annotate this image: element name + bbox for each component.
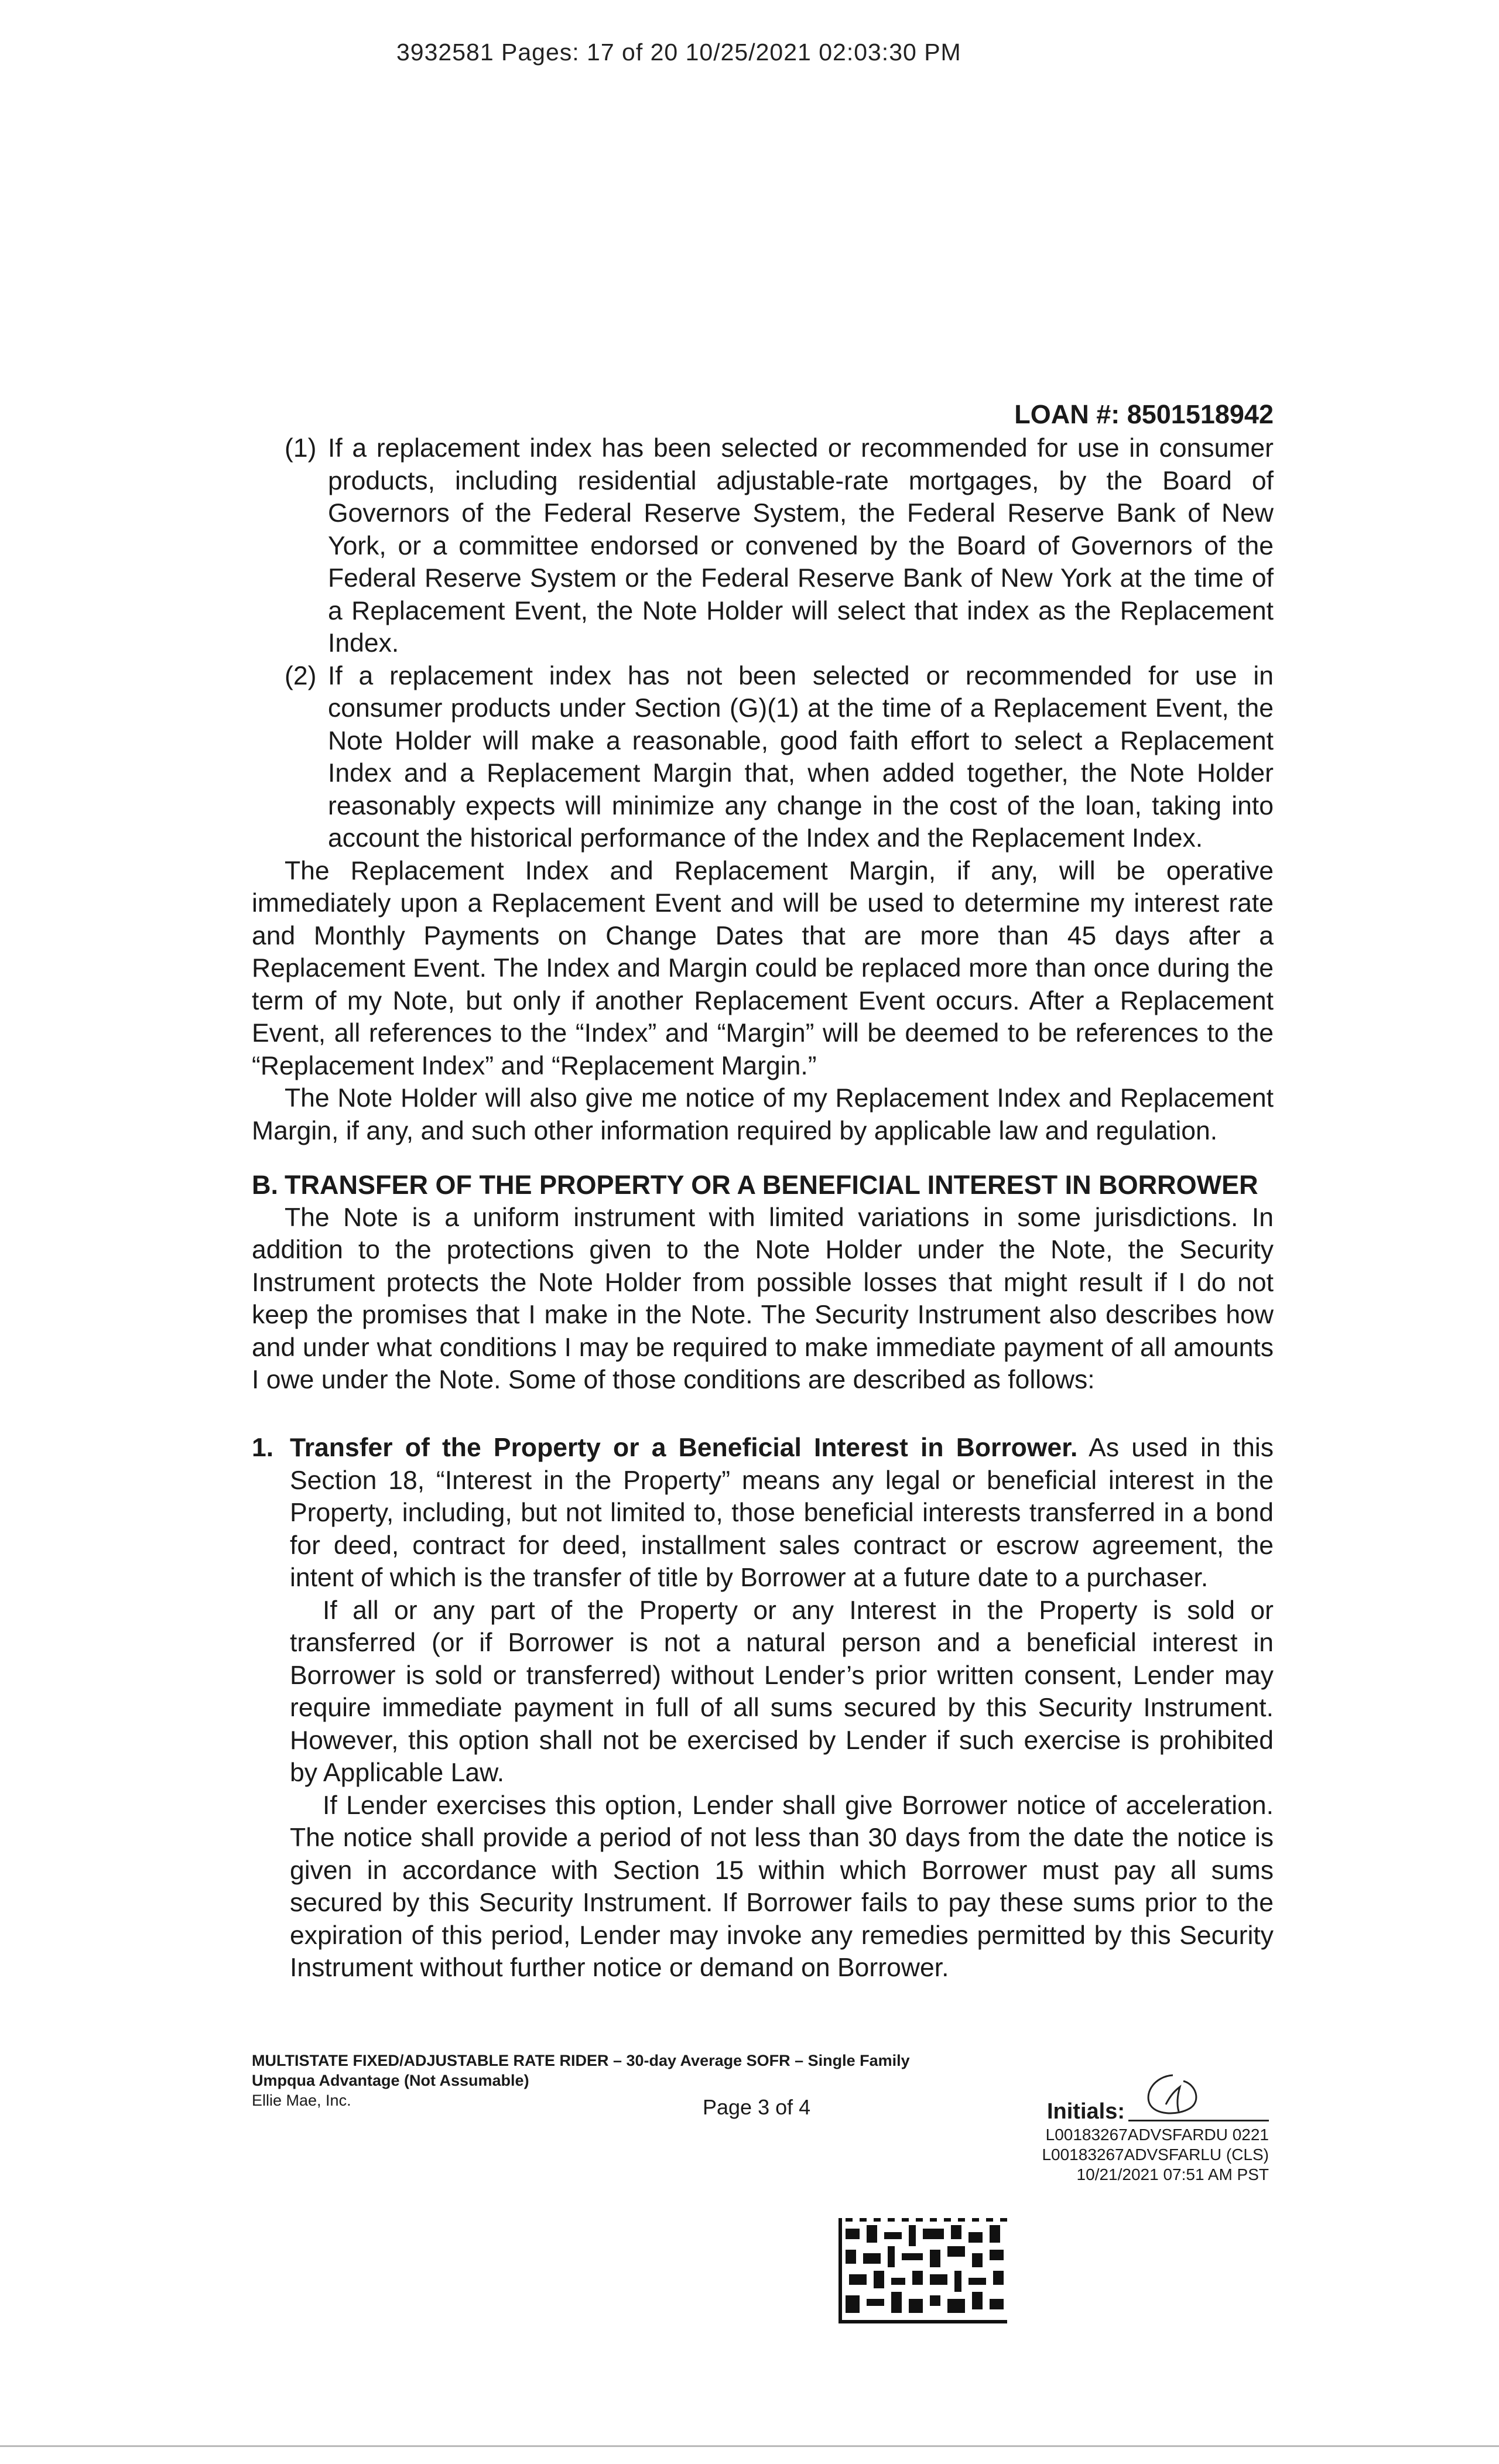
section-b [252,1169,1274,1397]
section-heading [252,1169,1274,1202]
form-footer [252,2051,910,2110]
initials-label: Initials: [1046,2099,1125,2124]
barcode-2d [839,2218,1007,2323]
initials-signature [1132,2069,1214,2122]
fax-header: 3932581 Pages: 17 of 20 10/25/2021 02:03:30 PM [396,39,961,66]
list-item [252,432,1274,660]
doc-code: L00183267ADVSFARLU (CLS) [1042,2145,1269,2164]
list-marker: (1) [285,434,317,463]
publisher: Ellie Mae, Inc. [252,2092,351,2109]
timestamp: 10/21/2021 07:51 AM PST [1076,2165,1269,2184]
loan-number: LOAN #: 8501518942 [1014,399,1274,429]
section-title: TRANSFER OF THE PROPERTY OR A BENEFICIAL INTEREST IN BORROWER [285,1170,1258,1200]
section-marker: B. [252,1170,278,1200]
numbered-item-1 [252,1432,1274,1984]
form-title: MULTISTATE FIXED/ADJUSTABLE RATE RIDER – 30-day Average SOFR – Single Family [252,2052,910,2069]
list-item [252,1432,1274,1984]
page-number: Page 3 of 4 [703,2095,811,2119]
item-title: Transfer of the Property or a Beneficial Interest in Borrower. [290,1433,1078,1462]
scan-edge-line [0,2445,1499,2447]
item-marker: 1. [252,1433,274,1462]
section-intro: The Note is a uniform instrument with limited variations in some jurisdictions. In addition to the protections given to the Note Holder under the Note, the Security Instrument protects the Note Holder from possible losses that might result if I do not keep the promises that I make in the Note. The Security Instrument also describes how and under what conditions I may be required to make immediate payment of all amounts I owe under the Note. Some of those conditions are described as follows: [252,1203,1274,1394]
list-item [252,660,1274,855]
list-marker: (2) [285,661,317,690]
doc-code: L00183267ADVSFARDU 0221 [1045,2126,1269,2144]
initials-row [1042,2079,1269,2124]
notice-paragraph: The Note Holder will also give me notice of my Replacement Index and Replacement Margin, if any, and such other information required by applicable law and regulation. [252,1084,1274,1145]
item-paragraph: If all or any part of the Property or any Interest in the Property is sold or transferred (or if Borrower is not a natural person and a beneficial interest in Borrower is sold or transferred) without Lender’s prior written consent, Lender may require immediate payment in full of all sums secured by this Security Instrument. However, this option shall not be exercised by Lender if such exercise is prohibited by Applicable Law. [290,1596,1274,1787]
form-subtitle: Umpqua Advantage (Not Assumable) [252,2072,529,2089]
item-text: As used in this Section 18, “Interest in the Property” means any legal or beneficial interest in the Property, including, but not limited to, those beneficial interests transferred in a bond for deed, contract for deed, installment sales contract or escrow agreement, the intent of which is the transfer of title by Borrower at a future date to a purchaser. [290,1433,1274,1592]
initials-signature-line [1128,2079,1269,2121]
list-item-text: If a replacement index has been selected or recommended for use in consumer products, including residential adjustable-rate mortgages, by the Board of Governors of the Federal Reserve System, the Federal Reserve Bank of New York, or a committee endorsed or convened by the Board of Governors of the Federal Reserve System or the Federal Reserve Bank of New York at the time of a Replacement Event, the Note Holder will select that index as the Replacement Index. [328,434,1274,658]
list-item-text: If a replacement index has not been selected or recommended for use in consumer products under Section (G)(1) at the time of a Replacement Event, the Note Holder will make a reasonable, good faith effort to select a Replacement Index and a Replacement Margin that, when added together, the Note Holder reasonably expects will minimize any change in the cost of the loan, taking into account the historical performance of the Index and the Replacement Index. [328,661,1274,853]
replacement-paragraph: The Replacement Index and Replacement Margin, if any, will be operative immediately upon a Replacement Event and will be used to determine my interest rate and Monthly Payments on Change Dates that are more than 45 days after a Replacement Event. The Index and Margin could be replaced more than once during the term of my Note, but only if another Replacement Event occurs. After a Replacement Event, all references to the “Index” and “Margin” will be deemed to be references to the “Replacement Index” and “Replacement Margin.” [252,856,1274,1080]
replacement-index-list [252,432,1274,1147]
item-paragraph: If Lender exercises this option, Lender shall give Borrower notice of acceleration. The notice shall provide a period of not less than 30 days from the date the notice is given in accordance with Section 15 within which Borrower must pay all sums secured by this Security Instrument. If Borrower fails to pay these sums prior to the expiration of this period, Lender may invoke any remedies permitted by this Security Instrument without further notice or demand on Borrower. [290,1791,1274,1982]
footer-codes [1042,2079,1269,2185]
